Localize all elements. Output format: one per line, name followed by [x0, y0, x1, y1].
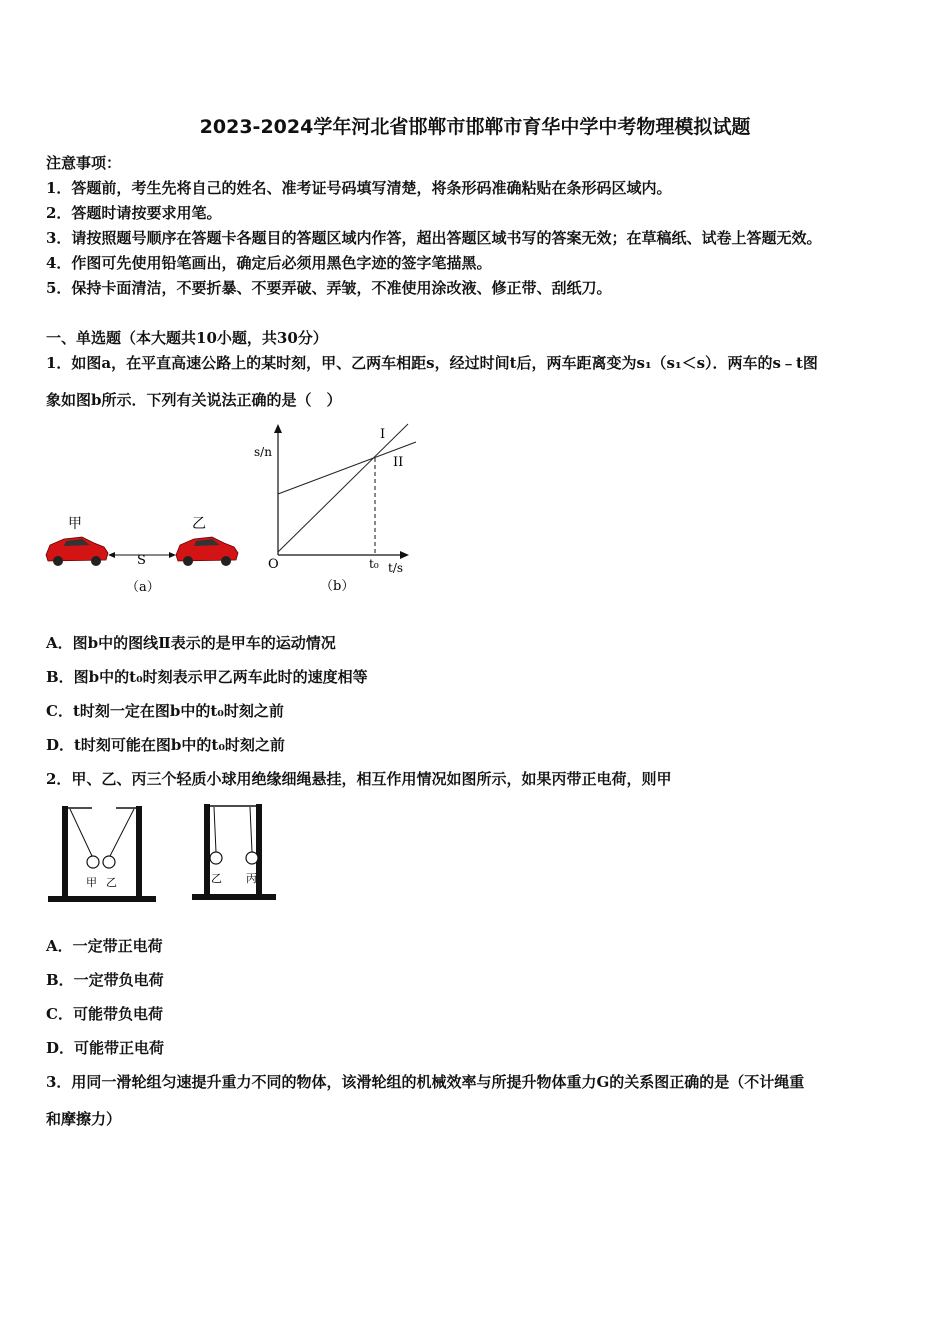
ball-jia: [87, 856, 99, 868]
question-2-option-a[interactable]: A．一定带正电荷: [46, 937, 163, 955]
section-heading: 一、单选题（本大题共10小题，共30分）: [46, 329, 328, 347]
question-2-option-b[interactable]: B．一定带负电荷: [46, 971, 164, 989]
line-I-label: I: [380, 427, 386, 442]
figure-hanging-balls: [44, 800, 284, 910]
notice-heading: 注意事项：: [46, 154, 122, 172]
car-2-label: 乙: [192, 516, 206, 532]
car-2-icon: [176, 537, 238, 566]
question-2-option-c[interactable]: C．可能带负电荷: [46, 1005, 163, 1023]
line-II-label: II: [393, 455, 404, 470]
origin-label: O: [268, 557, 279, 572]
question-2-option-d[interactable]: D．可能带正电荷: [46, 1039, 165, 1057]
notice-item: 3．请按照题号顺序在答题卡各题目的答题区域内作答，超出答题区域书写的答案无效；在草稿纸、试卷上答题无效。: [46, 229, 822, 247]
question-1-option-c[interactable]: C．t时刻一定在图b中的t₀时刻之前: [46, 702, 284, 720]
page-title: 2023-2024学年河北省邯郸市邯郸市育华中学中考物理模拟试题: [199, 116, 751, 138]
question-1-option-b[interactable]: B．图b中的t₀时刻表示甲乙两车此时的速度相等: [46, 668, 368, 686]
stand-1: [48, 806, 156, 902]
question-3-line1: 3．用同一滑轮组匀速提升重力不同的物体，该滑轮组的机械效率与所提升物体重力G的关系图正确的是（不计绳重: [46, 1073, 805, 1091]
ball-yi-2: [210, 852, 222, 864]
figure-b-st-graph: [250, 420, 425, 600]
ball-bing-label: 丙: [246, 872, 257, 885]
ball-yi: [103, 856, 115, 868]
figure-a-cars: [40, 505, 250, 600]
stand-2: [192, 804, 276, 900]
notice-item: 4．作图可先使用铅笔画出，确定后必须用黑色字迹的签字笔描黑。: [46, 254, 492, 272]
question-1-option-d[interactable]: D．t时刻可能在图b中的t₀时刻之前: [46, 736, 285, 754]
car-1-label: 甲: [68, 516, 82, 532]
question-1-option-a[interactable]: A．图b中的图线Ⅱ表示的是甲车的运动情况: [46, 634, 336, 652]
notice-item: 2．答题时请按要求用笔。: [46, 204, 222, 222]
ball-yi-label: 乙: [106, 876, 117, 889]
y-axis-label: s/n: [254, 445, 272, 459]
graph-line-I: [278, 424, 408, 552]
ball-yi-2-label: 乙: [211, 872, 222, 885]
ball-bing: [246, 852, 258, 864]
notice-item: 1．答题前，考生先将自己的姓名、准考证号码填写清楚，将条形码准确粘贴在条形码区域内。: [46, 179, 672, 197]
notice-item: 5．保持卡面清洁，不要折暴、不要弄破、弄皱，不准使用涂改液、修正带、刮纸刀。: [46, 279, 612, 297]
question-1-line2: 象如图b所示．下列有关说法正确的是（ ）: [46, 391, 342, 409]
question-2-line1: 2．甲、乙、丙三个轻质小球用绝缘细绳悬挂，相互作用情况如图所示，如果丙带正电荷，则甲: [46, 770, 672, 788]
t0-label: t₀: [369, 557, 379, 571]
figure-b-caption: （b）: [320, 579, 355, 594]
ball-jia-label: 甲: [86, 876, 97, 889]
question-1-line1: 1．如图a，在平直高速公路上的某时刻，甲、乙两车相距s，经过时间t后，两车距离变为s₁（s₁＜s）．两车的s﹣t图: [46, 354, 818, 372]
x-axis-label: t/s: [388, 561, 404, 575]
question-3-line2: 和摩擦力）: [46, 1110, 122, 1128]
car-1-icon: [46, 537, 108, 566]
figure-a-caption: （a）: [126, 580, 160, 595]
distance-label: S: [137, 553, 146, 568]
